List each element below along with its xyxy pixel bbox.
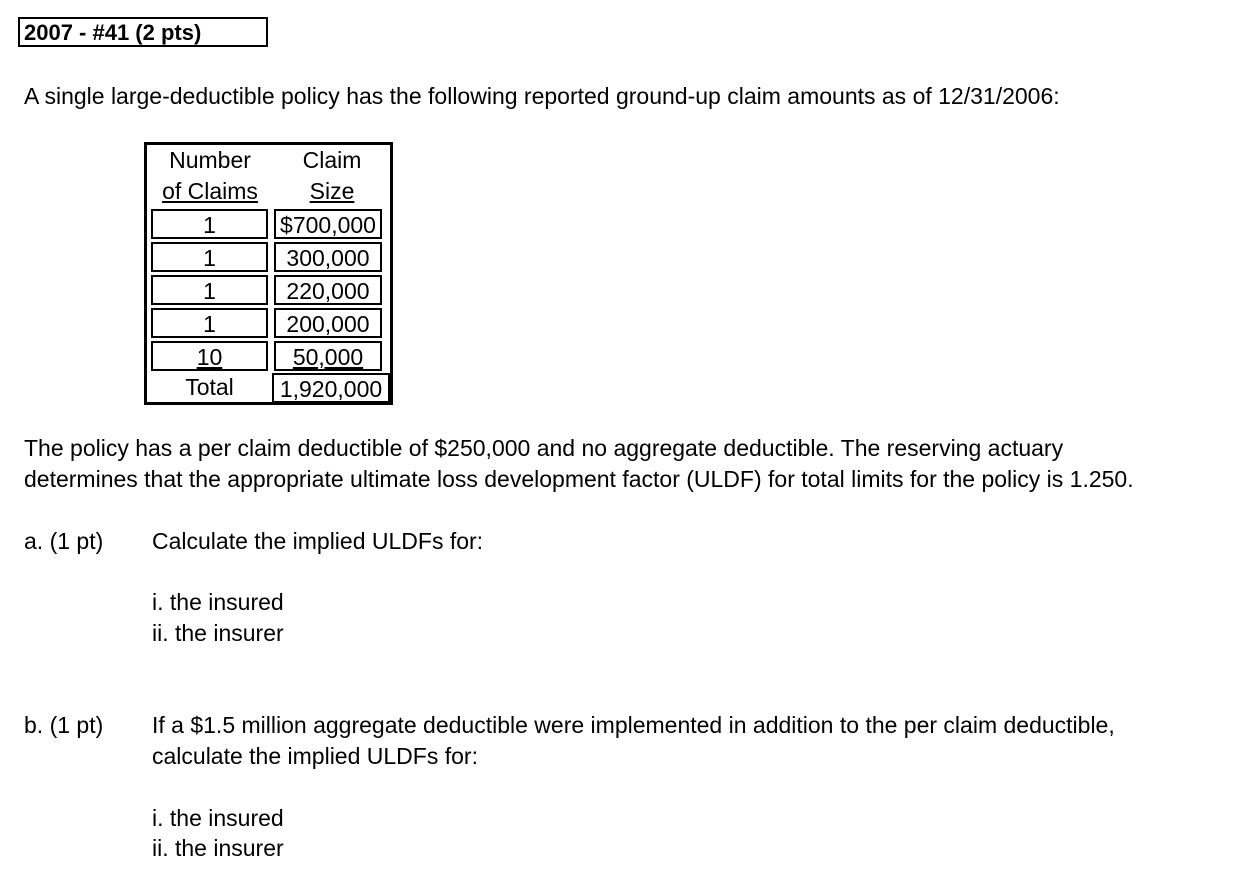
part-a-prompt: Calculate the implied ULDFs for: [152, 528, 484, 554]
part-a-item-2: ii. the insurer [152, 620, 284, 646]
table-total-label: Total [185, 374, 234, 400]
part-a-label: a. (1 pt) [24, 528, 104, 554]
table-row-count: 1 [151, 242, 268, 272]
claims-table [144, 142, 393, 405]
part-b-item-1: i. the insured [152, 805, 284, 831]
table-row-count: 1 [151, 275, 268, 305]
table-row-count: 1 [151, 209, 268, 239]
col-size-header-line2: Size [309, 178, 355, 204]
part-a-item-1: i. the insured [152, 589, 284, 615]
col-size-header [273, 145, 391, 207]
table-row-size-value: 50,000 [292, 344, 364, 370]
intro-text: A single large-deductible policy has the following reported ground-up claim amounts as of 12/31/2006: [24, 83, 1060, 109]
body-line-2: determines that the appropriate ultimate loss development factor (ULDF) for total limits for the policy is 1.250. [24, 466, 1134, 492]
body-line-1: The policy has a per claim deductible of $250,000 and no aggregate deductible. The reserving actuary [24, 435, 1064, 461]
table-row-size [274, 341, 382, 371]
part-b-prompt-line-2: calculate the implied ULDFs for: [152, 743, 478, 769]
table-total-size: 1,920,000 [272, 373, 390, 403]
col-number-header [150, 145, 270, 207]
part-b-label: b. (1 pt) [24, 712, 104, 738]
table-row-size: 200,000 [274, 308, 382, 338]
question-header: 2007 - #41 (2 pts) [18, 17, 268, 47]
table-row-count [151, 341, 268, 371]
part-b-prompt-line-1: If a $1.5 million aggregate deductible were implemented in addition to the per claim deductible, [152, 712, 1115, 738]
table-row-count: 1 [151, 308, 268, 338]
table-row-size: 300,000 [274, 242, 382, 272]
col-number-header-line1: Number [169, 147, 251, 173]
part-b-item-2: ii. the insurer [152, 835, 284, 861]
table-row-size: $700,000 [274, 209, 382, 239]
col-size-header-line1: Claim [302, 147, 362, 173]
table-row-count-value: 10 [196, 344, 223, 370]
col-number-header-line2: of Claims [162, 178, 258, 204]
table-row-size: 220,000 [274, 275, 382, 305]
